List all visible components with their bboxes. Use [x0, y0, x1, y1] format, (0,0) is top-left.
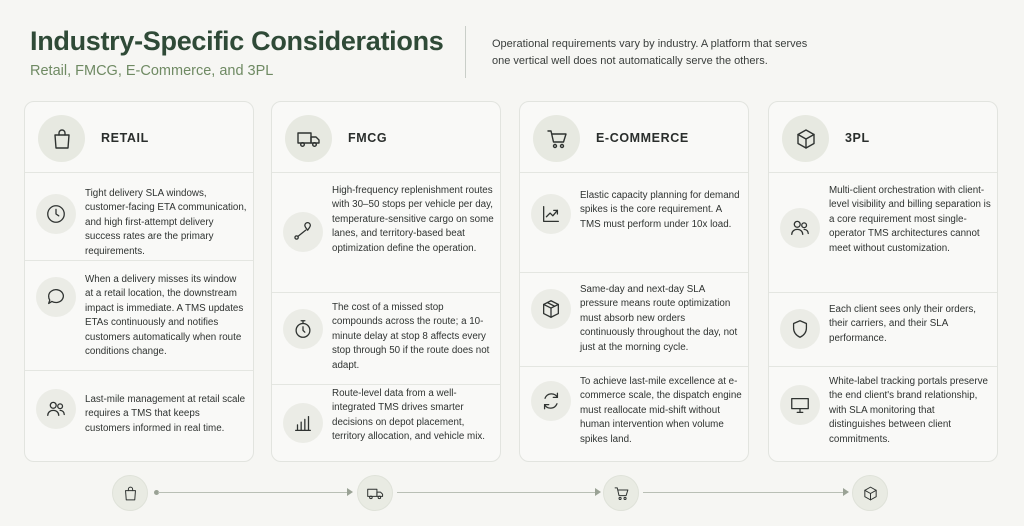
column-title: RETAIL [101, 131, 149, 145]
list-item [769, 366, 997, 462]
shopping-cart-icon [603, 475, 639, 511]
chat-bubble-icon [36, 277, 76, 317]
refresh-icon [531, 381, 571, 421]
item-text: Elastic capacity planning for demand spikes is the core requirement. A TMS must perform under 10x load. [580, 190, 740, 230]
box-icon [852, 475, 888, 511]
clock-icon [36, 194, 76, 234]
list-item [272, 292, 500, 384]
shield-icon [780, 309, 820, 349]
flow-connector [643, 492, 844, 493]
truck-icon [285, 115, 332, 162]
arrow-right-icon [843, 488, 849, 496]
truck-icon [357, 475, 393, 511]
list-item [769, 172, 997, 292]
column-title: 3PL [845, 131, 870, 145]
arrow-right-icon [595, 488, 601, 496]
flow-connector [158, 492, 348, 493]
route-icon [283, 212, 323, 252]
item-text: White-label tracking portals preserve the end client's brand relationship, with SLA monitoring that distinguishes between client commitments. [829, 376, 988, 445]
list-item [25, 260, 253, 370]
column-header [769, 102, 997, 173]
list-item [25, 172, 253, 260]
list-item [769, 292, 997, 366]
arrow-right-icon [347, 488, 353, 496]
trend-up-icon [531, 194, 571, 234]
item-text: Same-day and next-day SLA pressure means route optimization must absorb new orders continuously throughout the day, not just at the morning cycle. [580, 284, 738, 353]
column-title: FMCG [348, 131, 388, 145]
column-header [520, 102, 748, 173]
item-text: Route-level data from a well-integrated TMS drives smarter decisions on depot placement, territory allocation, and vehicle mix. [332, 388, 486, 443]
column-e-commerce [519, 101, 749, 462]
bar-chart-icon [283, 403, 323, 443]
list-item [520, 366, 748, 462]
item-text: To achieve last-mile excellence at e-commerce scale, the dispatch engine must reallocate mid-shift without human intervention when volume spikes land. [580, 376, 742, 445]
item-text: Tight delivery SLA windows, customer-facing ETA communication, and high first-attempt delivery success rates are the primary requirements. [85, 188, 247, 257]
item-text: High-frequency replenishment routes with 30–50 stops per vehicle per day, temperature-sensitive cargo on some lanes, and territory-based beat optimization define the operation. [332, 185, 494, 254]
industry-flow [0, 470, 1024, 520]
item-text: Last-mile management at retail scale requires a TMS that keeps customers informed in real time. [85, 394, 246, 434]
item-text: The cost of a missed stop compounds across the route; a 10-minute delay at stop 8 affects every stop through 50 if the route does not adapt. [332, 302, 490, 371]
column-header [25, 102, 253, 173]
column-retail [24, 101, 254, 462]
list-item [520, 172, 748, 272]
column-header [272, 102, 500, 173]
item-text: When a delivery misses its window at a retail location, the downstream impact is immediate. A TMS updates ETAs continuously and notifies customers automatically when route conditions change. [85, 274, 244, 358]
intro-text: Operational requirements vary by industry. A platform that serves one vertical well does not automatically serve the others. [492, 38, 808, 67]
header-divider [465, 26, 466, 78]
list-item [272, 172, 500, 292]
column-title: E-COMMERCE [596, 131, 689, 145]
users-icon [780, 208, 820, 248]
shopping-bag-icon [112, 475, 148, 511]
item-text: Multi-client orchestration with client-level visibility and billing separation is a core requirement most single-operator TMS architectures cannot meet without customization. [829, 185, 991, 254]
list-item [520, 272, 748, 366]
list-item [272, 384, 500, 462]
column-3pl [768, 101, 998, 462]
shopping-cart-icon [533, 115, 580, 162]
package-icon [531, 289, 571, 329]
flow-connector [397, 492, 596, 493]
monitor-icon [780, 385, 820, 425]
stopwatch-icon [283, 309, 323, 349]
item-text: Each client sees only their orders, their carriers, and their SLA performance. [829, 304, 977, 344]
header [30, 26, 1000, 86]
column-fmcg [271, 101, 501, 462]
page-title: Industry-Specific Considerations [30, 26, 444, 56]
users-icon [36, 389, 76, 429]
page-subtitle: Retail, FMCG, E-Commerce, and 3PL [30, 63, 274, 79]
list-item [25, 370, 253, 462]
shopping-bag-icon [38, 115, 85, 162]
box-icon [782, 115, 829, 162]
